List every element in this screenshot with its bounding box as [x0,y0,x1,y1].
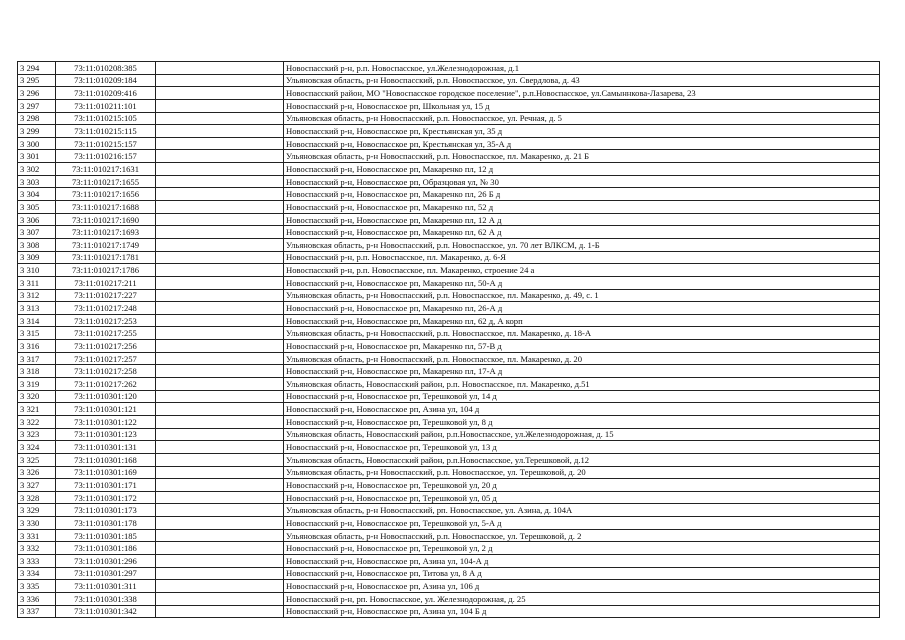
address-cell: Новоспасский р-н, Новоспасское рп, Азина ул, 104 д [284,403,880,416]
table-row [18,390,880,403]
cadastral-number-cell: 73:11:010301:169 [56,466,156,479]
row-number-cell: 3 317 [18,352,56,365]
address-cell: Новоспасский р-н, Новоспасское рп, Макаренко пл, 62 д, А корп [284,314,880,327]
address-cell: Новоспасский р-н, Новоспасское рп, Терешковой ул, 2 д [284,542,880,555]
empty-cell [156,466,284,479]
row-number-cell: 3 312 [18,289,56,302]
row-number-cell: 3 304 [18,188,56,201]
cadastral-number-cell: 73:11:010217:1749 [56,238,156,251]
table-row [18,112,880,125]
cadastral-number-cell: 73:11:010301:311 [56,580,156,593]
address-cell: Ульяновская область, р-н Новоспасский, р.п. Новоспасское, пл. Макаренко, д. 21 Б [284,150,880,163]
table-row [18,504,880,517]
row-number-cell: 3 314 [18,314,56,327]
cadastral-number-cell: 73:11:010301:178 [56,517,156,530]
cadastral-number-cell: 73:11:010301:168 [56,453,156,466]
table-row [18,415,880,428]
row-number-cell: 3 325 [18,453,56,466]
table-row [18,403,880,416]
empty-cell [156,352,284,365]
cadastral-number-cell: 73:11:010301:186 [56,542,156,555]
cadastral-number-cell: 73:11:010217:257 [56,352,156,365]
table-row [18,163,880,176]
table-row [18,188,880,201]
address-cell: Ульяновская область, Новоспасский район, р.п. Новоспасское, пл. Макаренко, д.51 [284,378,880,391]
row-number-cell: 3 316 [18,340,56,353]
row-number-cell: 3 294 [18,62,56,75]
table-row [18,466,880,479]
empty-cell [156,87,284,100]
empty-cell [156,251,284,264]
address-cell: Новоспасский р-н, Новоспасское рп, Титова ул, 8 А д [284,567,880,580]
row-number-cell: 3 305 [18,201,56,214]
cadastral-number-cell: 73:11:010301:131 [56,441,156,454]
cadastral-number-cell: 73:11:010301:122 [56,415,156,428]
empty-cell [156,238,284,251]
table-row [18,554,880,567]
table-row [18,213,880,226]
row-number-cell: 3 323 [18,428,56,441]
empty-cell [156,453,284,466]
table-row [18,125,880,138]
row-number-cell: 3 295 [18,74,56,87]
table-row [18,137,880,150]
cadastral-number-cell: 73:11:010217:227 [56,289,156,302]
registry-sheet [17,61,879,618]
cadastral-number-cell: 73:11:010217:262 [56,378,156,391]
cadastral-number-cell: 73:11:010301:123 [56,428,156,441]
address-cell: Новоспасский р-н, Новоспасское рп, Азина ул, 104 Б д [284,605,880,618]
empty-cell [156,567,284,580]
empty-cell [156,137,284,150]
row-number-cell: 3 309 [18,251,56,264]
address-cell: Новоспасский р-н, Новоспасское рп, Терешковой ул, 14 д [284,390,880,403]
row-number-cell: 3 324 [18,441,56,454]
address-cell: Ульяновская область, р-н Новоспасский, р.п. Новоспасское, ул. Терешковой, д. 2 [284,529,880,542]
empty-cell [156,74,284,87]
empty-cell [156,403,284,416]
cadastral-number-cell: 73:11:010217:255 [56,327,156,340]
address-cell: Ульяновская область, р-н Новоспасский, р.п. Новоспасское, ул. Свердлова, д. 43 [284,74,880,87]
cadastral-number-cell: 73:11:010217:211 [56,276,156,289]
row-number-cell: 3 337 [18,605,56,618]
address-cell: Ульяновская область, р-н Новоспасский, р.п. Новоспасское, ул. Речная, д. 5 [284,112,880,125]
row-number-cell: 3 300 [18,137,56,150]
empty-cell [156,554,284,567]
address-cell: Новоспасский р-н, р.п. Новоспасское, ул.Железнодорожная, д.1 [284,62,880,75]
row-number-cell: 3 296 [18,87,56,100]
cadastral-number-cell: 73:11:010211:101 [56,99,156,112]
table-row [18,517,880,530]
row-number-cell: 3 331 [18,529,56,542]
address-cell: Новоспасский р-н, Новоспасское рп, Крестьянская ул, 35 д [284,125,880,138]
cadastral-number-cell: 73:11:010217:1631 [56,163,156,176]
row-number-cell: 3 336 [18,592,56,605]
table-row [18,453,880,466]
address-cell: Новоспасский р-н, Новоспасское рп, Азина ул, 106 д [284,580,880,593]
table-row [18,302,880,315]
row-number-cell: 3 319 [18,378,56,391]
cadastral-number-cell: 73:11:010217:1781 [56,251,156,264]
table-row [18,441,880,454]
empty-cell [156,213,284,226]
row-number-cell: 3 315 [18,327,56,340]
table-row [18,289,880,302]
row-number-cell: 3 310 [18,264,56,277]
table-row [18,327,880,340]
table-row [18,238,880,251]
empty-cell [156,112,284,125]
cadastral-number-cell: 73:11:010301:297 [56,567,156,580]
empty-cell [156,378,284,391]
cadastral-number-cell: 73:11:010301:296 [56,554,156,567]
address-cell: Новоспасский р-н, Новоспасское рп, Макаренко пл, 52 д [284,201,880,214]
row-number-cell: 3 329 [18,504,56,517]
registry-table [17,61,880,618]
table-row [18,592,880,605]
cadastral-number-cell: 73:11:010217:1690 [56,213,156,226]
cadastral-number-cell: 73:11:010301:172 [56,491,156,504]
cadastral-number-cell: 73:11:010216:157 [56,150,156,163]
cadastral-number-cell: 73:11:010209:416 [56,87,156,100]
cadastral-number-cell: 73:11:010215:115 [56,125,156,138]
table-row [18,567,880,580]
cadastral-number-cell: 73:11:010217:1656 [56,188,156,201]
row-number-cell: 3 318 [18,365,56,378]
row-number-cell: 3 313 [18,302,56,315]
row-number-cell: 3 328 [18,491,56,504]
table-row [18,365,880,378]
cadastral-number-cell: 73:11:010301:173 [56,504,156,517]
row-number-cell: 3 298 [18,112,56,125]
empty-cell [156,125,284,138]
row-number-cell: 3 334 [18,567,56,580]
cadastral-number-cell: 73:11:010301:121 [56,403,156,416]
address-cell: Ульяновская область, р-н Новоспасский, р.п. Новоспасское, пл. Макаренко, д. 18-А [284,327,880,340]
empty-cell [156,428,284,441]
row-number-cell: 3 327 [18,479,56,492]
table-row [18,605,880,618]
address-cell: Новоспасский р-н, Новоспасское рп, Макаренко пл, 50-А д [284,276,880,289]
address-cell: Новоспасский р-н, Новоспасское рп, Школьная ул, 15 д [284,99,880,112]
address-cell: Ульяновская область, р-н Новоспасский, рп. Новоспасское, ул. Азина, д. 104А [284,504,880,517]
empty-cell [156,390,284,403]
cadastral-number-cell: 73:11:010209:184 [56,74,156,87]
address-cell: Новоспасский р-н, Новоспасское рп, Терешковой ул, 13 д [284,441,880,454]
table-row [18,340,880,353]
address-cell: Ульяновская область, р-н Новоспасский, р.п. Новоспасское, пл. Макаренко, д. 20 [284,352,880,365]
empty-cell [156,479,284,492]
cadastral-number-cell: 73:11:010217:248 [56,302,156,315]
table-row [18,150,880,163]
empty-cell [156,605,284,618]
empty-cell [156,201,284,214]
row-number-cell: 3 335 [18,580,56,593]
address-cell: Новоспасский район, МО "Новоспасское городское поселение", р.п.Новоспасское, ул.Самыннкова-Лазарева, 23 [284,87,880,100]
table-row [18,226,880,239]
address-cell: Новоспасский р-н, Новоспасское рп, Терешковой ул, 20 д [284,479,880,492]
table-row [18,276,880,289]
cadastral-number-cell: 73:11:010217:256 [56,340,156,353]
address-cell: Ульяновская область, р-н Новоспасский, р.п. Новоспасское, ул. Терешковой, д. 20 [284,466,880,479]
empty-cell [156,542,284,555]
address-cell: Новоспасский р-н, р.п. Новоспасское, пл. Макаренко, д. 6-Я [284,251,880,264]
empty-cell [156,580,284,593]
table-row [18,352,880,365]
row-number-cell: 3 322 [18,415,56,428]
empty-cell [156,529,284,542]
cadastral-number-cell: 73:11:010217:1693 [56,226,156,239]
table-row [18,428,880,441]
address-cell: Ульяновская область, Новоспасский район, р.п.Новоспасское, ул.Терешковой, д.12 [284,453,880,466]
row-number-cell: 3 311 [18,276,56,289]
address-cell: Новоспасский р-н, Новоспасское рп, Крестьянская ул, 35-А д [284,137,880,150]
empty-cell [156,340,284,353]
address-cell: Новоспасский р-н, Новоспасское рп, Образцовая ул, № 30 [284,175,880,188]
address-cell: Новоспасский р-н, Новоспасское рп, Терешковой ул, 5-А д [284,517,880,530]
row-number-cell: 3 308 [18,238,56,251]
row-number-cell: 3 320 [18,390,56,403]
cadastral-number-cell: 73:11:010215:105 [56,112,156,125]
cadastral-number-cell: 73:11:010217:258 [56,365,156,378]
row-number-cell: 3 326 [18,466,56,479]
address-cell: Новоспасский р-н, Новоспасское рп, Макаренко пл, 26-А д [284,302,880,315]
empty-cell [156,150,284,163]
table-row [18,264,880,277]
address-cell: Новоспасский р-н, р.п. Новоспасское, пл. Макаренко, строение 24 а [284,264,880,277]
address-cell: Новоспасский р-н, Новоспасское рп, Азина ул, 104-А д [284,554,880,567]
row-number-cell: 3 303 [18,175,56,188]
empty-cell [156,276,284,289]
empty-cell [156,504,284,517]
table-row [18,251,880,264]
table-row [18,491,880,504]
address-cell: Новоспасский р-н, Новоспасское рп, Макаренко пл, 26 Б д [284,188,880,201]
cadastral-number-cell: 73:11:010217:253 [56,314,156,327]
address-cell: Новоспасский р-н, Новоспасское рп, Терешковой ул, 05 д [284,491,880,504]
address-cell: Новоспасский р-н, Новоспасское рп, Терешковой ул, 8 д [284,415,880,428]
empty-cell [156,99,284,112]
address-cell: Новоспасский р-н, рп. Новоспасское, ул. Железнодорожная, д. 25 [284,592,880,605]
row-number-cell: 3 307 [18,226,56,239]
empty-cell [156,314,284,327]
table-row [18,87,880,100]
table-row [18,542,880,555]
row-number-cell: 3 301 [18,150,56,163]
address-cell: Новоспасский р-н, Новоспасское рп, Макаренко пл, 17-А д [284,365,880,378]
row-number-cell: 3 332 [18,542,56,555]
empty-cell [156,592,284,605]
table-row [18,175,880,188]
row-number-cell: 3 333 [18,554,56,567]
row-number-cell: 3 330 [18,517,56,530]
table-row [18,378,880,391]
cadastral-number-cell: 73:11:010217:1688 [56,201,156,214]
cadastral-number-cell: 73:11:010301:185 [56,529,156,542]
address-cell: Ульяновская область, Новоспасский район, р.п.Новоспасское, ул.Железнодорожная, д. 15 [284,428,880,441]
table-row [18,479,880,492]
empty-cell [156,289,284,302]
empty-cell [156,415,284,428]
table-row [18,580,880,593]
cadastral-number-cell: 73:11:010301:338 [56,592,156,605]
address-cell: Новоспасский р-н, Новоспасское рп, Макаренко пл, 12 д [284,163,880,176]
empty-cell [156,62,284,75]
empty-cell [156,491,284,504]
empty-cell [156,302,284,315]
empty-cell [156,517,284,530]
registry-table-body [18,62,880,618]
cadastral-number-cell: 73:11:010301:120 [56,390,156,403]
row-number-cell: 3 306 [18,213,56,226]
row-number-cell: 3 321 [18,403,56,416]
empty-cell [156,226,284,239]
table-row [18,62,880,75]
cadastral-number-cell: 73:11:010215:157 [56,137,156,150]
empty-cell [156,365,284,378]
empty-cell [156,327,284,340]
table-row [18,74,880,87]
cadastral-number-cell: 73:11:010208:385 [56,62,156,75]
row-number-cell: 3 297 [18,99,56,112]
empty-cell [156,175,284,188]
cadastral-number-cell: 73:11:010301:342 [56,605,156,618]
empty-cell [156,163,284,176]
address-cell: Новоспасский р-н, Новоспасское рп, Макаренко пл, 12 А д [284,213,880,226]
address-cell: Новоспасский р-н, Новоспасское рп, Макаренко пл, 62 А д [284,226,880,239]
empty-cell [156,188,284,201]
empty-cell [156,441,284,454]
table-row [18,314,880,327]
empty-cell [156,264,284,277]
cadastral-number-cell: 73:11:010301:171 [56,479,156,492]
cadastral-number-cell: 73:11:010217:1655 [56,175,156,188]
cadastral-number-cell: 73:11:010217:1786 [56,264,156,277]
row-number-cell: 3 299 [18,125,56,138]
address-cell: Ульяновская область, р-н Новоспасский, р.п. Новоспасское, пл. Макаренко, д. 49, с. 1 [284,289,880,302]
table-row [18,201,880,214]
table-row [18,99,880,112]
address-cell: Ульяновская область, р-н Новоспасский, р.п. Новоспасское, ул. 70 лет ВЛКСМ, д. 1-Б [284,238,880,251]
table-row [18,529,880,542]
address-cell: Новоспасский р-н, Новоспасское рп, Макаренко пл, 57-В д [284,340,880,353]
row-number-cell: 3 302 [18,163,56,176]
